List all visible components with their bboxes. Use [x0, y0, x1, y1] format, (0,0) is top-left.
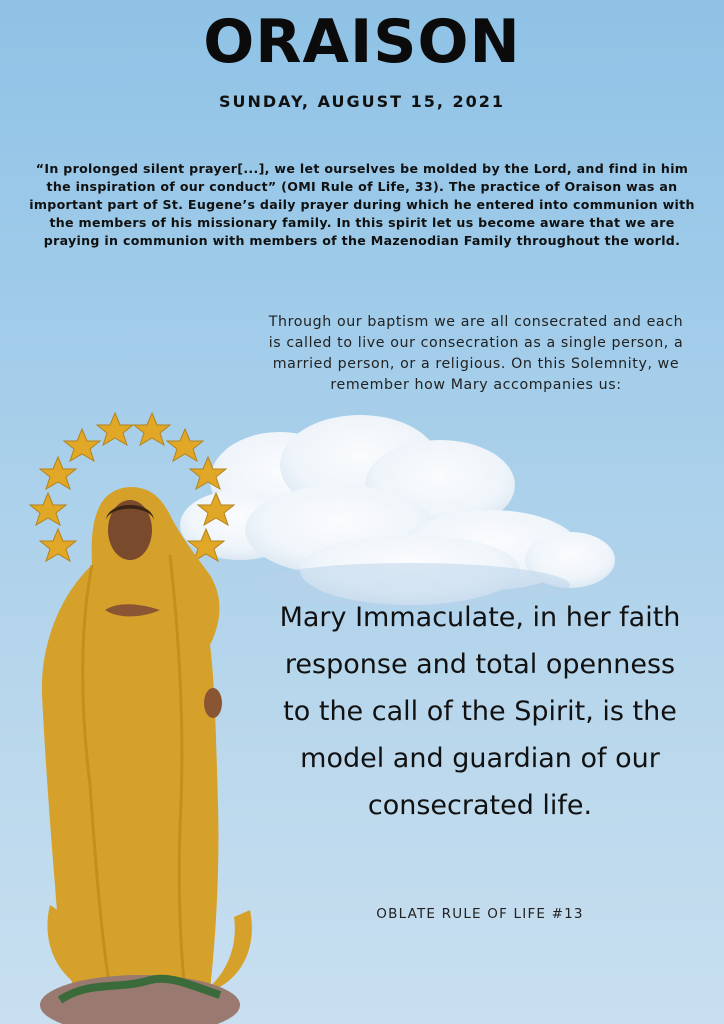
intro-paragraph: “In prolonged silent prayer[...], we let ourselves be molded by the Lord, and find in him the inspiration of our conduct” (OMI Rule of Life, 33). The practice of Oraison was an important part of St. Eugene’s daily prayer during which he entered into communion with the members of his missionary family. In this spirit let us become aware that we are praying in communion with members of the Mazenodian Family throughout the world.: [29, 161, 695, 248]
rule-quote: Mary Immaculate, in her faith response and total openness to the call of the Spirit, is the model and guardian of our consecrated life.: [279, 602, 681, 821]
date-heading: SUNDAY, AUGUST 15, 2021: [218, 92, 506, 111]
page-title: ORAISON: [203, 7, 521, 77]
quote-source: OBLATE RULE OF LIFE #13: [376, 906, 584, 922]
baptism-paragraph: Through our baptism we are all consecrated and each is called to live our consecration as a single person, a married person, or a religious. On this Solemnity, we remember how Mary accompanies us:: [268, 314, 684, 393]
mary-immaculate-image: [20, 405, 260, 1024]
